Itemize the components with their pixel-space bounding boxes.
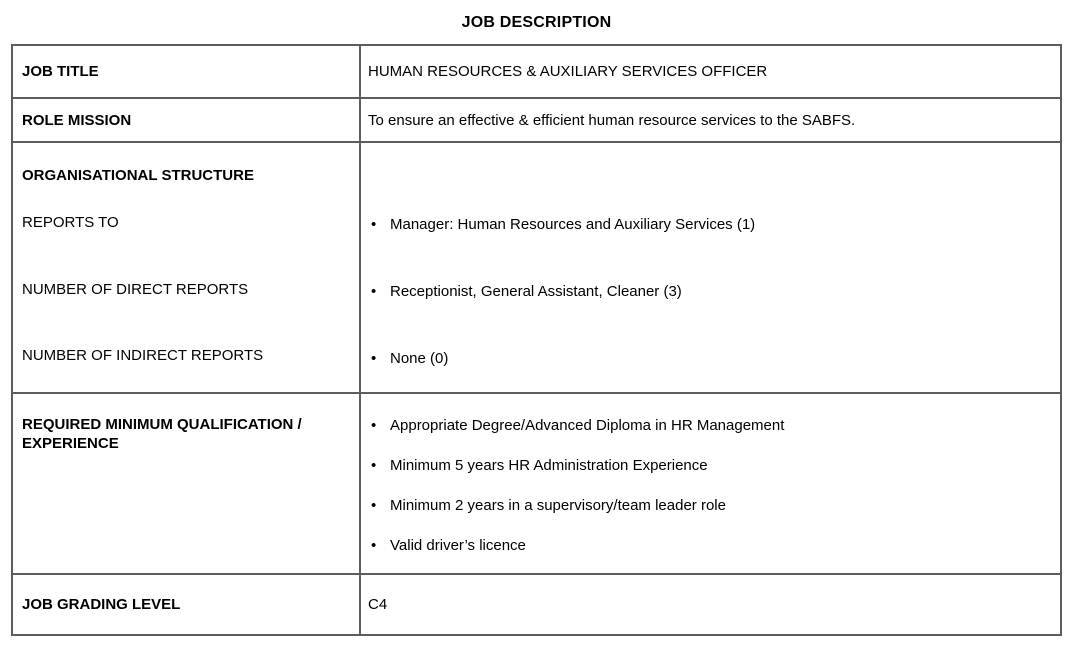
reports-to-value: Manager: Human Resources and Auxiliary Services (1) [390, 216, 756, 233]
table-row-job-title [12, 45, 1061, 98]
page-title: JOB DESCRIPTION [461, 14, 612, 31]
list-item [368, 457, 1050, 475]
role-mission-label: ROLE MISSION [12, 98, 360, 142]
bullet-icon: • [371, 537, 377, 554]
indirect-reports-value: None (0) [390, 350, 449, 367]
job-description-table [11, 44, 1062, 636]
organisational-structure-values [360, 142, 1061, 393]
direct-reports-value: Receptionist, General Assistant, Cleaner (3) [390, 283, 682, 300]
reports-to-label: REPORTS TO [22, 214, 119, 231]
direct-reports-label: NUMBER OF DIRECT REPORTS [22, 281, 249, 298]
job-grading-value: C4 [360, 574, 1061, 635]
bullet-icon: • [371, 216, 377, 233]
organisational-structure-heading: ORGANISATIONAL STRUCTURE [22, 167, 254, 184]
role-mission-value: To ensure an effective & efficient human resource services to the SABFS. [360, 98, 1061, 142]
job-grading-label: JOB GRADING LEVEL [12, 574, 360, 635]
qualification-item: Minimum 5 years HR Administration Experience [390, 457, 708, 474]
bullet-icon: • [371, 417, 377, 434]
indirect-reports-label: NUMBER OF INDIRECT REPORTS [22, 347, 264, 364]
list-item [368, 350, 1050, 368]
list-item [368, 417, 1050, 435]
table-row-required-qualification [12, 393, 1061, 574]
list-item [368, 537, 1050, 555]
bullet-icon: • [371, 350, 377, 367]
required-qualification-label: REQUIRED MINIMUM QUALIFICATION / EXPERIENCE [12, 393, 360, 574]
list-item [368, 283, 1050, 301]
bullet-icon: • [371, 283, 377, 300]
qualification-item: Valid driver’s licence [390, 537, 526, 554]
required-qualification-values [360, 393, 1061, 574]
list-item [368, 216, 1050, 234]
table-row-job-grading-level [12, 574, 1061, 635]
job-title-label: JOB TITLE [12, 45, 360, 98]
bullet-icon: • [371, 457, 377, 474]
list-item [368, 497, 1050, 515]
bullet-icon: • [371, 497, 377, 514]
organisational-structure-labels [12, 142, 360, 393]
table-row-role-mission [12, 98, 1061, 142]
qualification-item: Minimum 2 years in a supervisory/team leader role [390, 497, 726, 514]
table-row-organisational-structure [12, 142, 1061, 393]
qualification-item: Appropriate Degree/Advanced Diploma in HR Management [390, 417, 785, 434]
job-title-value: HUMAN RESOURCES & AUXILIARY SERVICES OFFICER [360, 45, 1061, 98]
